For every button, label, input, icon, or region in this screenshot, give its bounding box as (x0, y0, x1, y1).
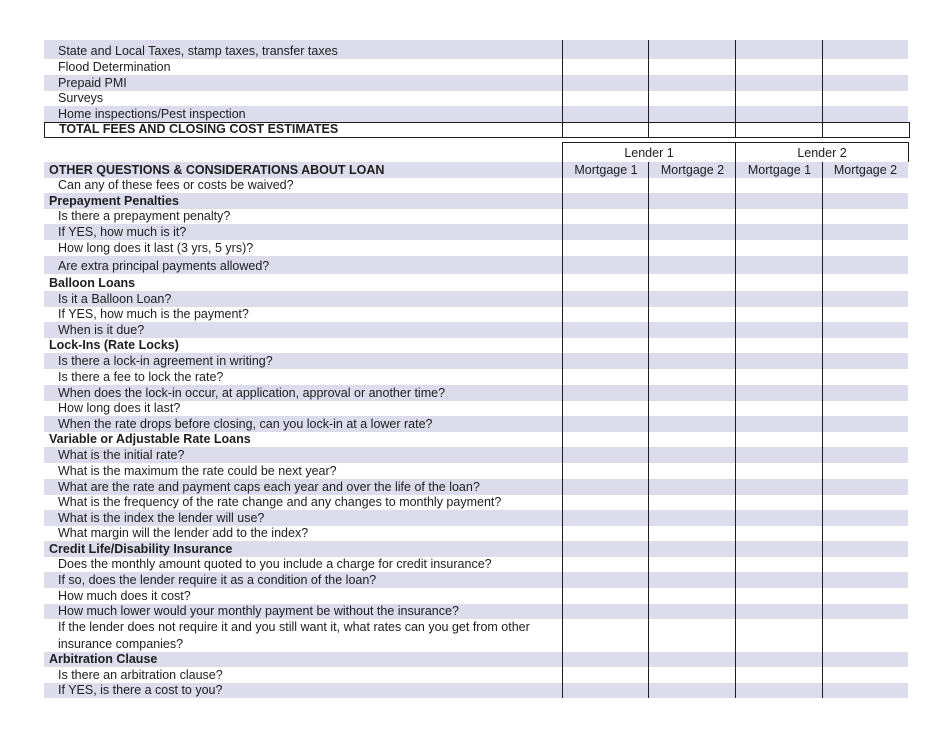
fee-row (44, 40, 908, 59)
question-row (44, 240, 908, 256)
balloon-heading: Balloon Loans (49, 276, 136, 290)
question-label: Is there a fee to lock the rate? (58, 370, 224, 384)
questions-title: OTHER QUESTIONS & CONSIDERATIONS ABOUT LOAN (49, 163, 385, 177)
question-row (44, 510, 908, 526)
mortgage-2-header: Mortgage 2 (660, 163, 725, 177)
section-heading-row (44, 193, 908, 209)
variable-heading: Variable or Adjustable Rate Loans (49, 432, 251, 446)
fee-label: State and Local Taxes, stamp taxes, transfer taxes (58, 44, 338, 58)
question-row (44, 178, 908, 193)
question-row (44, 224, 908, 240)
fee-row (44, 75, 908, 91)
lender-2-header: Lender 2 (797, 146, 847, 160)
question-row (44, 307, 908, 322)
column-divider (822, 40, 823, 138)
question-label: Are extra principal payments allowed? (58, 259, 270, 273)
prepayment-heading: Prepayment Penalties (49, 194, 179, 208)
question-row (44, 479, 908, 495)
question-label: What is the maximum the rate could be next year? (58, 464, 337, 478)
question-label: If the lender does not require it and you still want it, what rates can you get from other insurance companies? (58, 620, 530, 651)
column-divider (648, 40, 649, 138)
question-label: When does the lock-in occur, at application, approval or another time? (58, 386, 446, 400)
question-label: What is the index the lender will use? (58, 511, 265, 525)
credit-life-heading: Credit Life/Disability Insurance (49, 542, 233, 556)
mortgage-1-header: Mortgage 1 (747, 163, 812, 177)
total-fees-row (44, 122, 910, 138)
lender-1-header: Lender 1 (624, 146, 674, 160)
question-label: Is there an arbitration clause? (58, 668, 223, 682)
question-row (44, 557, 908, 572)
column-divider (908, 142, 909, 162)
question-label: If YES, is there a cost to you? (58, 683, 223, 697)
question-row (44, 604, 908, 619)
fee-label: Home inspections/Pest inspection (58, 107, 246, 121)
section-heading-row (44, 338, 908, 353)
question-row (44, 385, 908, 401)
question-label: Is it a Balloon Loan? (58, 292, 172, 306)
question-label: What are the rate and payment caps each year and over the life of the loan? (58, 480, 480, 494)
column-divider (562, 40, 563, 138)
question-row (44, 401, 908, 416)
question-row (44, 322, 908, 338)
question-label: If so, does the lender require it as a condition of the loan? (58, 573, 377, 587)
question-row (44, 526, 908, 541)
question-row (44, 353, 908, 369)
question-label: What is the initial rate? (58, 448, 185, 462)
section-heading-row (44, 652, 908, 667)
question-label: What margin will the lender add to the index? (58, 526, 309, 540)
question-row (44, 683, 908, 698)
lockins-heading: Lock-Ins (Rate Locks) (49, 338, 179, 352)
column-divider (735, 142, 736, 698)
question-label: When the rate drops before closing, can you lock-in at a lower rate? (58, 417, 433, 431)
question-row (44, 209, 908, 224)
column-divider (735, 40, 736, 138)
fee-row (44, 91, 908, 106)
section-heading-row (44, 432, 908, 447)
question-row (44, 256, 908, 274)
question-row (44, 588, 908, 604)
total-fees-label: TOTAL FEES AND CLOSING COST ESTIMATES (59, 122, 339, 136)
question-row (44, 572, 908, 588)
question-label: How much does it cost? (58, 589, 191, 603)
question-label: How long does it last (3 yrs, 5 yrs)? (58, 241, 254, 255)
column-divider (562, 142, 563, 698)
question-label: If YES, how much is it? (58, 225, 187, 239)
fee-label: Prepaid PMI (58, 76, 127, 90)
question-row (44, 369, 908, 385)
question-label: When is it due? (58, 323, 145, 337)
question-label: If YES, how much is the payment? (58, 307, 249, 321)
question-label: Is there a lock-in agreement in writing? (58, 354, 273, 368)
column-divider (822, 162, 823, 698)
question-label: How much lower would your monthly payment be without the insurance? (58, 604, 459, 618)
question-row (44, 619, 908, 652)
question-label: Can any of these fees or costs be waived? (58, 178, 294, 192)
question-label: Does the monthly amount quoted to you include a charge for credit insurance? (58, 557, 492, 571)
section-heading-row (44, 274, 908, 291)
fee-label: Flood Determination (58, 60, 171, 74)
question-row (44, 667, 908, 683)
question-row (44, 495, 908, 510)
question-label: Is there a prepayment penalty? (58, 209, 231, 223)
mortgage-2-header: Mortgage 2 (833, 163, 898, 177)
question-row (44, 291, 908, 307)
question-row (44, 416, 908, 432)
question-label: How long does it last? (58, 401, 181, 415)
question-row (44, 447, 908, 463)
section-heading-row (44, 541, 908, 557)
fee-row (44, 59, 908, 75)
column-divider (648, 162, 649, 698)
fee-label: Surveys (58, 91, 104, 105)
mortgage-1-header: Mortgage 1 (574, 163, 638, 177)
arbitration-heading: Arbitration Clause (49, 652, 158, 666)
fee-row (44, 106, 908, 122)
section-title-row (44, 162, 908, 178)
question-row (44, 463, 908, 479)
question-label: What is the frequency of the rate change and any changes to monthly payment? (58, 495, 502, 509)
